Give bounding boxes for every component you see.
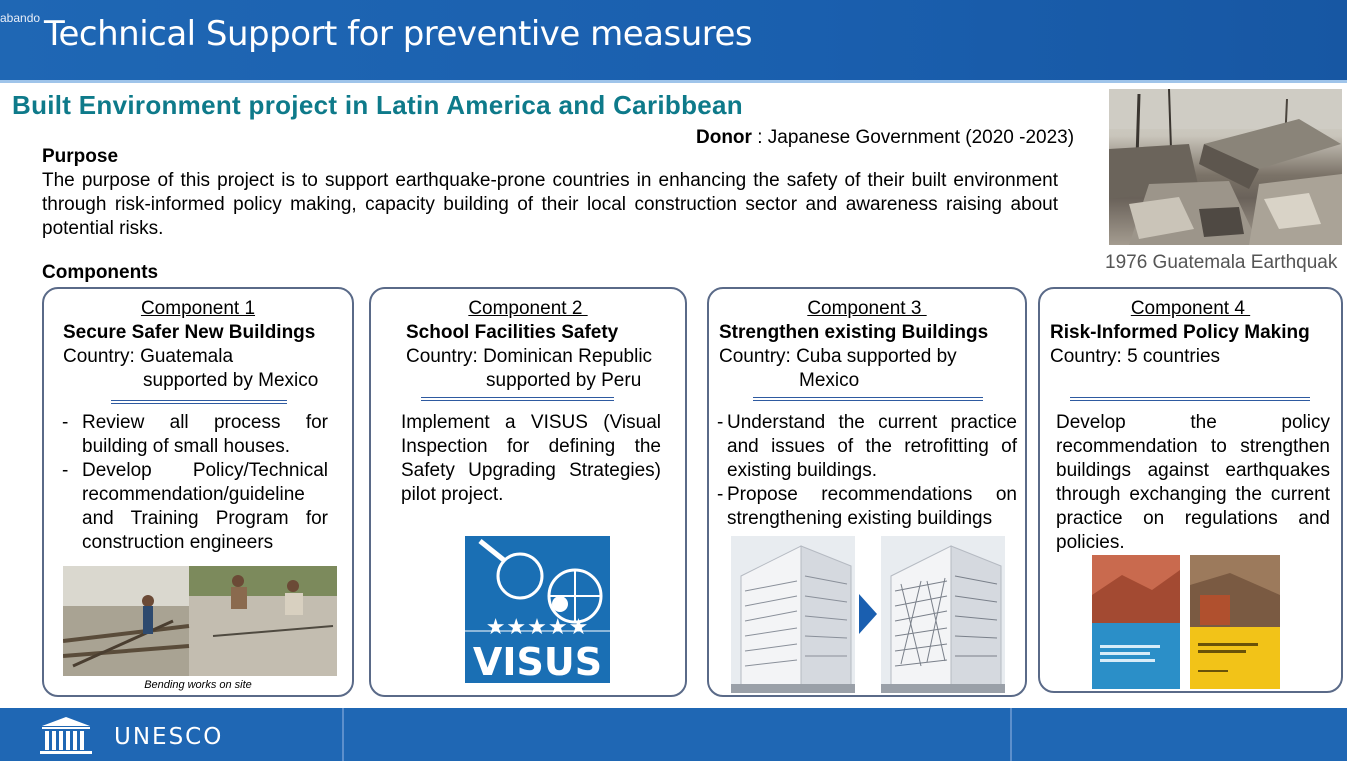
bending-works-photo xyxy=(63,566,337,676)
book-cover-yellow xyxy=(1190,555,1280,689)
donor-text: : Japanese Government (2020 -2023) xyxy=(751,127,1075,148)
component-body: Implement a VISUS (Visual Inspection for defining the Safety Upgrading Strategies) pilot project. xyxy=(401,412,661,505)
earthquake-photo xyxy=(1109,89,1342,245)
building-after-image xyxy=(881,536,1005,693)
header-divider xyxy=(0,80,1347,83)
list-item: - Propose recommendations on strengthening existing buildings xyxy=(717,484,1017,529)
component-card-2 xyxy=(369,287,687,697)
purpose-heading: Purpose xyxy=(42,146,119,167)
visus-stars: ★★★★★ xyxy=(485,614,590,639)
footer-divider xyxy=(1010,708,1012,761)
component-support: supported by Peru xyxy=(486,370,642,391)
footer-org-name: UNESCO xyxy=(114,724,224,750)
book-cover-blue xyxy=(1092,555,1180,689)
component-bullets xyxy=(62,411,328,555)
component-card-4 xyxy=(1038,287,1343,693)
components-heading: Components xyxy=(42,262,159,283)
visus-logo xyxy=(465,536,610,683)
component-title: Component 3 xyxy=(807,298,927,319)
component-country: Country: Guatemala xyxy=(63,346,234,367)
component-card-1 xyxy=(42,287,354,697)
footer-bar xyxy=(0,708,1347,761)
visus-logo-text: VISUS xyxy=(472,640,603,683)
component-country: Country: Cuba supported by xyxy=(719,346,957,367)
page-title: Technical Support for preventive measures xyxy=(44,14,753,54)
list-item: - Develop Policy/Technical recommendation/guideline and Training Program for construction engineers xyxy=(62,460,328,553)
component-title: Component 1 xyxy=(140,298,256,319)
photo-caption: 1976 Guatemala Earthquak xyxy=(1105,252,1338,273)
component-body: Develop the policy recommendation to strengthen buildings against earthquakes through exchanging the current practice on regulations and policies. xyxy=(1056,412,1330,553)
component-title: Component 2 xyxy=(468,298,588,319)
component-card-3 xyxy=(707,287,1027,697)
component-title: Component 4 xyxy=(1130,298,1251,319)
component-support: Mexico xyxy=(799,370,860,391)
footer-divider xyxy=(342,708,344,761)
component-divider xyxy=(421,397,614,401)
component-name: School Facilities Safety xyxy=(406,322,619,343)
donor-label: Donor xyxy=(696,127,752,148)
component-name: Risk-Informed Policy Making xyxy=(1050,322,1310,343)
donor-line xyxy=(696,127,1074,149)
building-before-image xyxy=(731,536,855,693)
component-divider xyxy=(1070,397,1310,401)
component-divider xyxy=(753,397,983,401)
right-arrow-icon xyxy=(859,594,877,639)
earthquake-rubble-image xyxy=(1109,89,1342,245)
component-name: Strengthen existing Buildings xyxy=(719,322,989,343)
project-subtitle: Built Environment project in Latin America and Caribbean xyxy=(12,90,743,120)
component-bullets xyxy=(717,411,1017,531)
header-fragment-text: abando xyxy=(0,11,41,25)
component-country: Country: Dominican Republic xyxy=(406,346,653,367)
component-support: supported by Mexico xyxy=(143,370,319,391)
construction-workers-image xyxy=(63,566,337,676)
list-item: - Understand the current practice and issues of the retrofitting of existing buildings. xyxy=(717,412,1017,481)
component-country: Country: 5 countries xyxy=(1050,346,1221,367)
title-bar xyxy=(0,0,1347,80)
list-item: - Review all process for building of small houses. xyxy=(62,412,328,457)
purpose-paragraph: The purpose of this project is to support earthquake-prone countries in enhancing the safety of their built environment through risk-informed policy making, capacity building of their local construction sector and awareness raising about potential risks. xyxy=(42,170,1058,239)
photo-caption-small: Bending works on site xyxy=(144,679,252,691)
unesco-temple-logo-icon xyxy=(38,716,94,756)
component-divider xyxy=(111,400,287,404)
component-name: Secure Safer New Buildings xyxy=(63,322,316,343)
